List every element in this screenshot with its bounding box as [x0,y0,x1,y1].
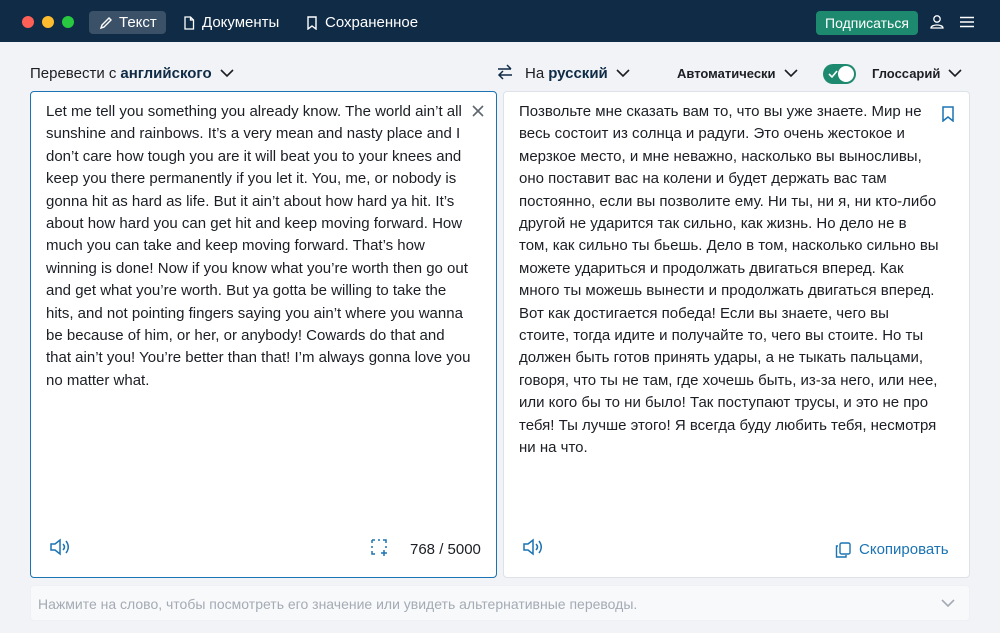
copy-button[interactable] [835,541,949,558]
glossary-selector[interactable] [872,60,962,86]
translation-panel [503,91,970,578]
toggle-knob [838,66,854,82]
chevron-down-icon [616,68,630,78]
tab-saved[interactable] [297,11,426,34]
target-language-selector[interactable] [525,60,630,86]
tab-text-label: Текст [119,14,157,31]
translation-text[interactable]: Позвольте мне сказать вам то, что вы уже знаете. Мир не весь состоит из солнца и радуги. Это очень жестокое и мерзкое место, и мне неважно, насколько вы выносливы, оно поставит вас на колени и будет держать вас там постоянно, если вы позволите ему. Ни ты, ни я, ни кто-либо другой не ударится так сильно, как жизнь. Но дело не в том, как сильно ты бьешь. Дело в том, насколько сильно вы можете удариться и продолжать двигаться вперед. Как много ты можешь вынести и продолжать двигаться вперед. Вот как достигается победа! Если вы знаете, чего вы стоите, тогда идите и получайте то, чего вы стоите. Но ты должен быть готов принять удары, а не тыкать пальцами, говоря, что ты не там, где хочешь быть, из-за него, или нее, или кого бы то ни было! Так поступают трусы, и это не про тебя! Ты лучше этого! Я всегда буду любить тебя, несмотря ни на что. [519,103,939,457]
tab-saved-label: Сохраненное [325,14,419,31]
source-text-panel[interactable] [30,91,497,578]
source-language-selector[interactable] [30,60,234,86]
copy-icon [835,542,851,558]
tab-documents[interactable] [174,11,287,34]
formality-selector[interactable] [677,60,798,86]
save-bookmark-icon[interactable] [941,106,955,122]
window-close-button[interactable] [22,16,34,28]
pencil-icon [99,16,113,30]
chevron-down-icon [948,68,962,78]
copy-label: Скопировать [859,541,949,558]
swap-languages-icon[interactable] [496,63,514,81]
window-zoom-button[interactable] [62,16,74,28]
chevron-down-icon [784,68,798,78]
top-bar [0,0,1000,42]
glossary-label: Глоссарий [872,65,941,81]
select-text-icon[interactable] [370,538,388,556]
target-language-name: русский [548,64,608,82]
source-text-input[interactable]: Let me tell you something you already know. The world ain’t all sunshine and rainbows. It’s a very mean and nasty place and I don’t care how tough you are it will beat you to your knees and keep you there permanently if you let it. You, me, or nobody is gonna hit as hard as life. But it ain’t about how hard ya hit. It’s about how hard you can get hit and keep moving forward. How much you can take and keep moving forward. That’s how winning is done! Now if you know what you’re worth then go out and get what you’re worth. But ya gotta be willing to take the hits, and not pointing fingers saying you ain’t where you wanna be because of him, or her, or anybody! Cowards do that and that ain’t you! You’re better than that! I’m always gonna love you no matter what. [46,103,471,389]
user-icon[interactable] [928,13,946,31]
clear-text-icon[interactable] [471,104,485,118]
tab-text[interactable] [89,11,166,34]
checkmark-icon [828,69,838,79]
character-counter: 768 / 5000 [410,541,481,558]
alternatives-hint-bar[interactable] [30,585,970,621]
chevron-down-icon [220,68,234,78]
chevron-down-icon[interactable] [941,598,955,608]
window-minimize-button[interactable] [42,16,54,28]
target-language-prefix: На [525,64,545,82]
bookmark-icon [305,16,319,30]
tab-documents-label: Документы [202,14,280,31]
glossary-toggle[interactable] [823,64,856,84]
subscribe-button[interactable]: Подписаться [816,11,918,35]
document-icon [182,16,196,30]
source-language-prefix: Перевести с [30,64,117,82]
hint-text: Нажмите на слово, чтобы посмотреть его значение или увидеть альтернативные переводы. [38,596,638,612]
formality-label: Автоматически [677,65,776,81]
menu-icon[interactable] [958,13,976,31]
source-language-name: английского [120,64,212,82]
speaker-icon[interactable] [48,536,72,558]
speaker-icon[interactable] [521,536,545,558]
